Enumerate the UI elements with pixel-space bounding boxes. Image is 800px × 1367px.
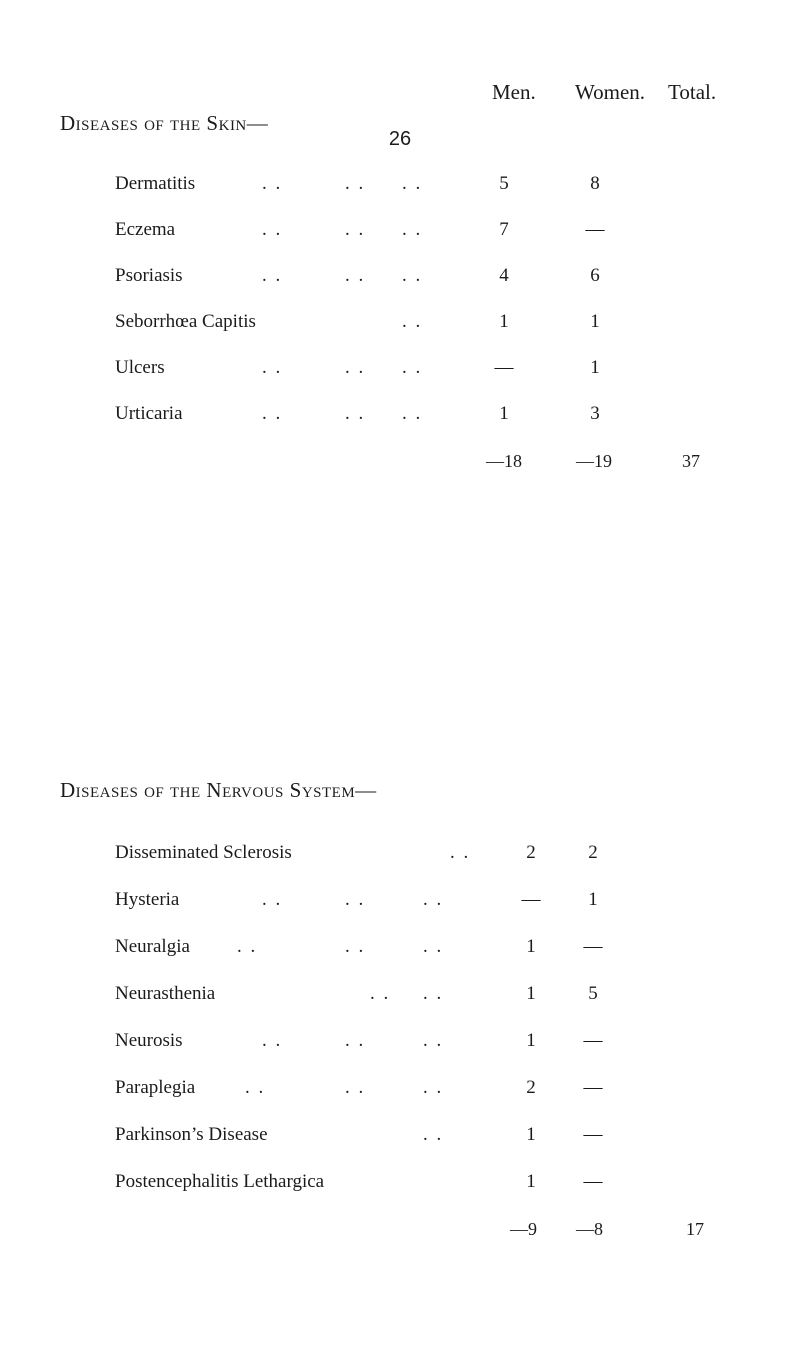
women-count: 1 (590, 311, 600, 332)
women-count: — (583, 1171, 603, 1192)
section-title-skin: Diseases of the Skin— (60, 111, 269, 135)
section-total: 17 (686, 1219, 704, 1239)
women-count: 8 (590, 173, 600, 194)
table-row-label: Hysteria (115, 889, 180, 910)
table-row-label: Urticaria (115, 403, 183, 424)
women-count: 2 (588, 842, 598, 863)
leader-dots: . . (345, 265, 366, 286)
leader-dots: . . (370, 983, 391, 1004)
table-row-label: Seborrhœa Capitis (115, 311, 256, 332)
leader-dots: . . (262, 403, 283, 424)
column-header-men: Men. (492, 80, 536, 104)
men-count: 1 (526, 936, 536, 957)
section-total: 37 (682, 451, 700, 471)
women-subtotal: —8 (576, 1219, 603, 1239)
men-count: 7 (499, 219, 509, 240)
table-row-label: Neuralgia (115, 936, 190, 957)
women-count: — (583, 1124, 603, 1145)
men-count: 2 (526, 842, 536, 863)
men-subtotal: —9 (510, 1219, 537, 1239)
women-count: 1 (588, 889, 598, 910)
leader-dots: . . (423, 936, 444, 957)
page-number: 26 (388, 128, 412, 150)
women-count: — (583, 936, 603, 957)
women-count: 6 (590, 265, 600, 286)
leader-dots: . . (262, 265, 283, 286)
women-count: — (585, 219, 605, 240)
leader-dots: . . (262, 1030, 283, 1051)
leader-dots: . . (245, 1077, 266, 1098)
leader-dots: . . (423, 1124, 444, 1145)
leader-dots: . . (402, 357, 423, 378)
women-count: — (583, 1077, 603, 1098)
leader-dots: . . (345, 219, 366, 240)
leader-dots: . . (402, 173, 423, 194)
leader-dots: . . (423, 1030, 444, 1051)
column-header-total: Total. (668, 80, 717, 104)
leader-dots: . . (450, 842, 471, 863)
men-subtotal: —18 (486, 451, 522, 471)
leader-dots: . . (423, 983, 444, 1004)
leader-dots: . . (237, 936, 258, 957)
men-count: 1 (526, 1030, 536, 1051)
table-row-label: Parkinson’s Disease (115, 1124, 268, 1145)
table-row-label: Disseminated Sclerosis (115, 842, 292, 863)
men-count: — (494, 357, 514, 378)
table-row-label: Dermatitis (115, 173, 196, 194)
men-count: — (521, 889, 541, 910)
men-count: 2 (526, 1077, 536, 1098)
men-count: 1 (526, 1171, 536, 1192)
table-row-label: Eczema (115, 219, 176, 240)
leader-dots: . . (345, 357, 366, 378)
leader-dots: . . (345, 1030, 366, 1051)
leader-dots: . . (402, 311, 423, 332)
leader-dots: . . (262, 173, 283, 194)
leader-dots: . . (262, 889, 283, 910)
leader-dots: . . (402, 403, 423, 424)
leader-dots: . . (423, 889, 444, 910)
leader-dots: . . (402, 219, 423, 240)
men-count: 1 (526, 1124, 536, 1145)
table-row-label: Neurasthenia (115, 983, 216, 1004)
men-count: 4 (499, 265, 509, 286)
women-count: 5 (588, 983, 598, 1004)
men-count: 5 (499, 173, 509, 194)
leader-dots: . . (262, 219, 283, 240)
column-header-women: Women. (575, 80, 646, 104)
table-row-label: Ulcers (115, 357, 165, 378)
table-row-label: Neurosis (115, 1030, 183, 1051)
men-count: 1 (526, 983, 536, 1004)
section-title-nervous-system: Diseases of the Nervous System— (60, 778, 377, 802)
leader-dots: . . (402, 265, 423, 286)
women-count: 3 (590, 403, 600, 424)
leader-dots: . . (423, 1077, 444, 1098)
women-count: — (583, 1030, 603, 1051)
table-row-label: Paraplegia (115, 1077, 196, 1098)
women-subtotal: —19 (576, 451, 612, 471)
leader-dots: . . (345, 173, 366, 194)
leader-dots: . . (345, 936, 366, 957)
leader-dots: . . (345, 1077, 366, 1098)
leader-dots: . . (345, 889, 366, 910)
table-row-label: Psoriasis (115, 265, 183, 286)
men-count: 1 (499, 403, 509, 424)
leader-dots: . . (345, 403, 366, 424)
table-row-label: Postencephalitis Lethargica (115, 1171, 325, 1192)
women-count: 1 (590, 357, 600, 378)
men-count: 1 (499, 311, 509, 332)
leader-dots: . . (262, 357, 283, 378)
